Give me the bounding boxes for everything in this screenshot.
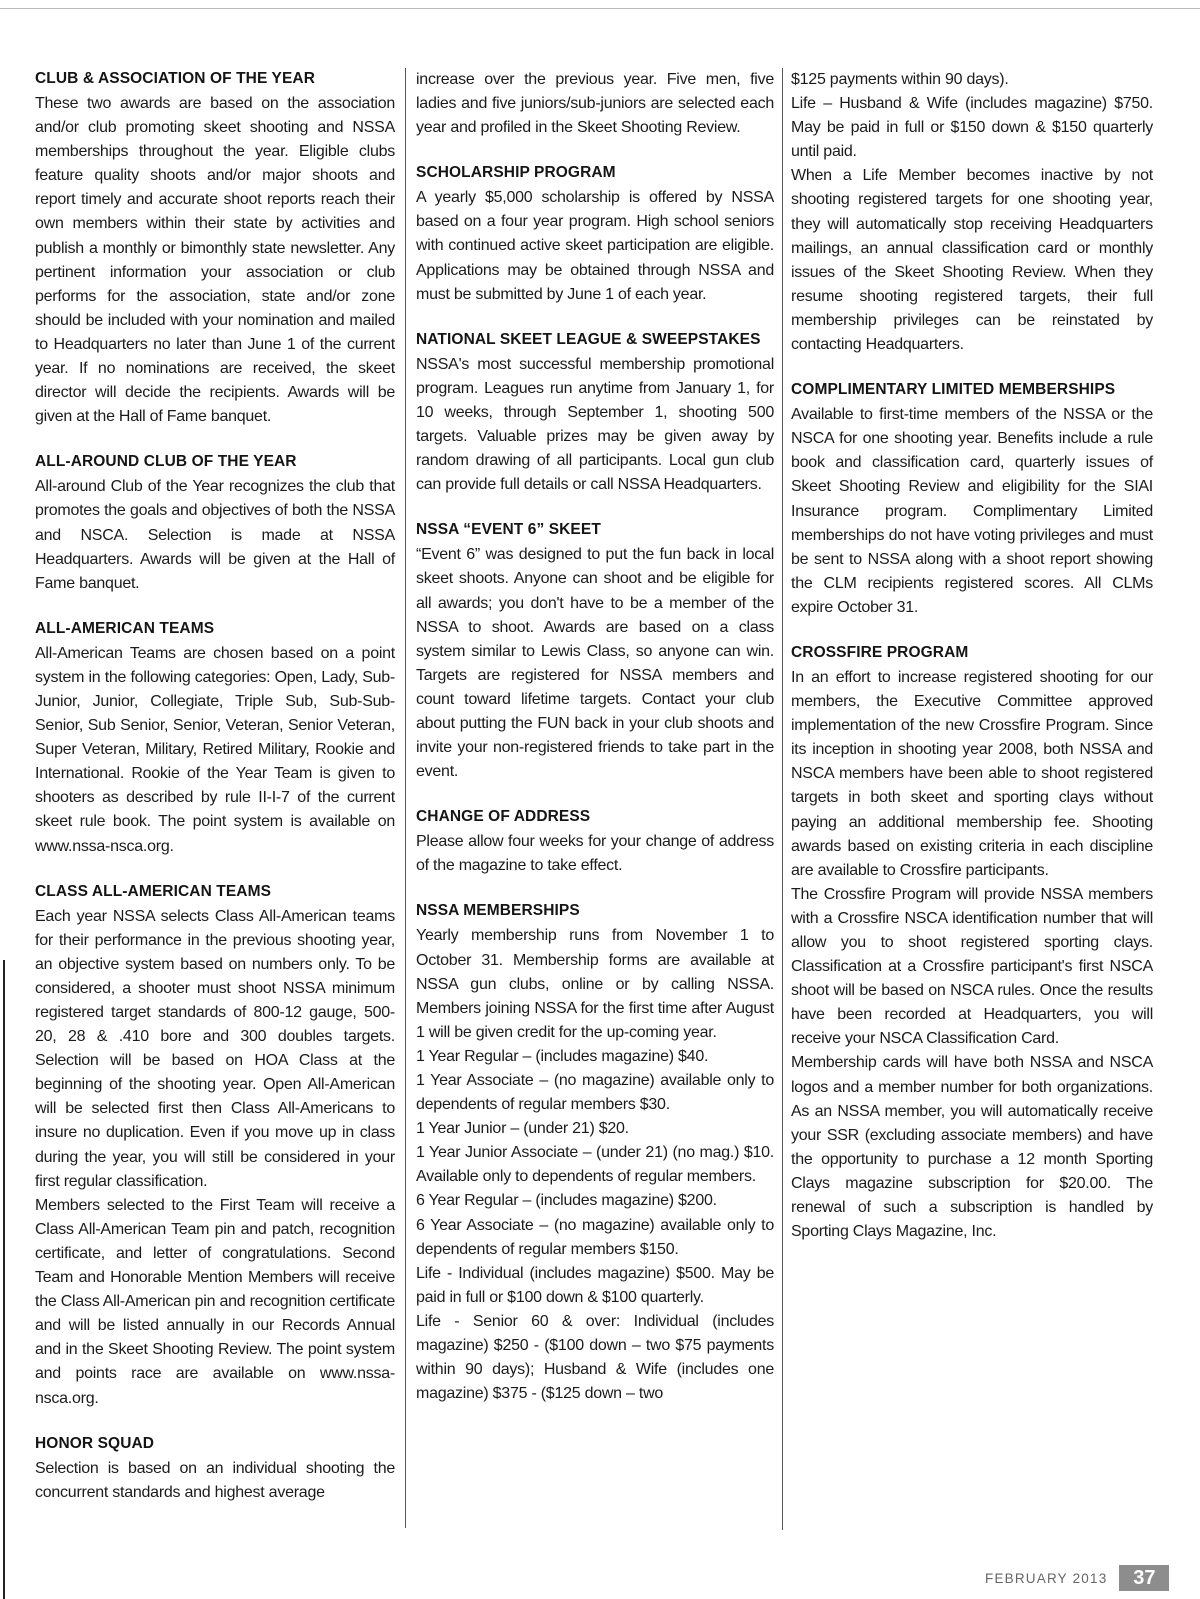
- section-club-association: [35, 68, 395, 429]
- section-all-around-club: [35, 451, 395, 595]
- section-paragraph: Membership cards will have both NSSA and NSCA logos and a member number for both organizations. As an NSSA member, you will automatically receive your SSR (excluding associate members) and have the opportunity to purchase a 12 month Sporting Clays magazine subscription for $20.00. The renewal of such a subscription is handled by Sporting Clays Magazine, Inc.: [791, 1054, 1153, 1241]
- membership-price-item: 1 Year Associate – (no magazine) available only to dependents of regular members $30.: [416, 1072, 774, 1114]
- issue-date: FEBRUARY 2013: [985, 1570, 1108, 1586]
- section-paragraph: When a Life Member becomes inactive by not shooting registered targets for one shooting year, they will automatically stop receiving Headquarters mailings, an annual classification card or monthly issues of the Skeet Shooting Review. When they resume shooting registered targets, their full membership privileges can be reinstated by contacting Headquarters.: [791, 167, 1153, 354]
- section-paragraph: In an effort to increase registered shooting for our members, the Executive Committee approved implementation of the new Crossfire Program. Since its inception in shooting year 2008, both NSSA and NSCA members have been able to shoot registered targets in both skeet and sporting clays without paying an additional membership fee. Shooting awards based on existing criteria in each discipline are available to Crossfire participants.: [791, 668, 1153, 879]
- section-heading: CHANGE OF ADDRESS: [416, 808, 591, 826]
- section-all-american-teams: [35, 618, 395, 859]
- section-heading: HONOR SQUAD: [35, 1434, 155, 1452]
- membership-price-item: Life – Husband & Wife (includes magazine) $750. May be paid in full or $150 down & $150 quarterly until paid.: [791, 95, 1153, 161]
- section-scholarship-program: [416, 162, 774, 306]
- section-paragraph: Members selected to the First Team will receive a Class All-American Team pin and patch, recognition certificate, and letter of congratulations. Second Team and Honorable Mention Members will receive the Class All-American pin and recognition certificate and will be listed annually in our Records Annual and in the Skeet Shooting Review. The point system and points race are available on www.nssa-nsca.org.: [35, 1196, 396, 1407]
- section-nssa-memberships: [416, 900, 774, 1406]
- section-paragraph: Yearly membership runs from November 1 to October 31. Membership forms are available at NSSA gun clubs, online or by calling NSSA. Members joining NSSA for the first time after August 1 will be given credit for the up-coming year.: [416, 927, 774, 1041]
- section-honor-squad: [35, 1433, 395, 1505]
- top-rule: [0, 8, 1200, 9]
- section-heading: NSSA “EVENT 6” SKEET: [416, 521, 601, 539]
- column-2: [416, 68, 774, 1406]
- section-heading: ALL-AROUND CLUB OF THE YEAR: [35, 453, 297, 471]
- section-paragraph: Each year NSSA selects Class All-American teams for their performance in the previous shooting year, an objective system based on numbers only. To be considered, a shooter must shoot NSSA minimum registered target standards of 800-12 gauge, 500-20, 28 & .410 bore and 300 doubles targets. Selection will be based on HOA Class at the beginning of the shooting year. Open All-American will be selected first then Class All-Americans to insure no duplication. Even if you move up in class during the year, you will still be considered in your first regular classification.: [35, 907, 395, 1190]
- membership-price-item: 1 Year Junior – (under 21) $20.: [416, 1120, 629, 1138]
- section-paragraph: NSSA's most successful membership promotional program. Leagues run anytime from January 1, for 10 weeks, through September 1, shooting 500 targets. Valuable prizes may be given away by random drawing of all participants. Local gun club can provide full details or call NSSA Headquarters.: [416, 355, 774, 494]
- section-crossfire-program: [791, 642, 1153, 1244]
- section-paragraph: All-American Teams are chosen based on a point system in the following categories: Open, Lady, Sub-Junior, Junior, Collegiate, Triple Sub, Sub-Sub-Senior, Sub Senior, Senior, Veteran, Senior Veteran, Super Veteran, Military, Retired Military, Rookie and International. Rookie of the Year Team is given to shooters as described by rule II-I-7 of the current skeet rule book. The point system is available on www.nssa-nsca.org.: [35, 644, 395, 855]
- section-paragraph: The Crossfire Program will provide NSSA members with a Crossfire NSCA identification number that will allow you to shoot registered sporting clays. Classification at a Crossfire participant's first NSCA shoot will be based on NSCA rules. Once the results have been recorded at Headquarters, you will receive your NSCA Classification Card.: [791, 885, 1153, 1048]
- column-1: [35, 68, 395, 1505]
- section-paragraph: All-around Club of the Year recognizes the club that promotes the goals and objectives of both the NSSA and NSCA. Selection is made at NSSA Headquarters. Awards will be given at the Hall of Fame banquet.: [35, 478, 395, 592]
- column-divider: [405, 68, 406, 1528]
- membership-price-item: 1 Year Junior Associate – (under 21) (no mag.) $10. Available only to dependents of regular members.: [416, 1144, 774, 1186]
- membership-price-item: 6 Year Associate – (no magazine) available only to dependents of regular members $150.: [416, 1216, 774, 1258]
- membership-price-item: Life - Individual (includes magazine) $500. May be paid in full or $100 down & $100 quarterly.: [416, 1264, 774, 1306]
- section-complimentary-limited: [791, 379, 1153, 620]
- section-national-skeet-league: [416, 329, 774, 498]
- membership-price-item: 6 Year Regular – (includes magazine) $200.: [416, 1192, 717, 1210]
- section-heading: ALL-AMERICAN TEAMS: [35, 619, 215, 637]
- section-paragraph: A yearly $5,000 scholarship is offered by NSSA based on a four year program. High school seniors with continued active skeet participation are eligible. Applications may be obtained through NSSA and must be submitted by June 1 of each year.: [416, 189, 774, 303]
- section-event-6-skeet: [416, 519, 774, 784]
- membership-price-item: $125 payments within 90 days).: [791, 71, 1009, 88]
- section-heading: NATIONAL SKEET LEAGUE & SWEEPSTAKES: [416, 330, 761, 348]
- page-number: 37: [1119, 1565, 1169, 1591]
- section-heading: SCHOLARSHIP PROGRAM: [416, 164, 616, 182]
- membership-price-item: Life - Senior 60 & over: Individual (includes magazine) $250 - ($100 down – two $75 payments within 90 days); Husband & Wife (includes one magazine) $375 - ($125 down – two: [416, 1312, 774, 1403]
- section-paragraph: Selection is based on an individual shooting the concurrent standards and highest average: [35, 1459, 395, 1501]
- section-heading: NSSA MEMBERSHIPS: [416, 902, 580, 920]
- section-change-of-address: [416, 806, 774, 878]
- section-class-all-american: [35, 881, 395, 1411]
- section-heading: CLUB & ASSOCIATION OF THE YEAR: [35, 70, 316, 87]
- page-edge: [3, 960, 5, 1599]
- section-heading: CLASS ALL-AMERICAN TEAMS: [35, 882, 272, 900]
- section-heading: CROSSFIRE PROGRAM: [791, 643, 969, 661]
- page-footer: [985, 1565, 1169, 1591]
- column-3: [791, 68, 1153, 1244]
- section-paragraph: “Event 6” was designed to put the fun back in local skeet shoots. Anyone can shoot and be eligible for all awards; you don't have to be a member of the NSSA to shoot. Awards are based on a class system similar to Lewis Class, so anyone can win. Targets are registered for NSSA members and count toward lifetime targets. Contact your club about putting the FUN back in your club shoots and invite your non-registered friends to take part in the event.: [416, 546, 774, 781]
- section-paragraph: increase over the previous year. Five men, five ladies and five juniors/sub-juniors are selected each year and profiled in the Skeet Shooting Review.: [416, 71, 774, 137]
- section-paragraph: Please allow four weeks for your change of address of the magazine to take effect.: [416, 833, 774, 875]
- section-heading: COMPLIMENTARY LIMITED MEMBERSHIPS: [791, 381, 1116, 399]
- column-divider: [782, 68, 783, 1530]
- section-honor-squad-continued: [416, 68, 774, 140]
- membership-price-item: 1 Year Regular – (includes magazine) $40.: [416, 1047, 709, 1065]
- section-paragraph: These two awards are based on the association and/or club promoting skeet shooting and NSSA memberships throughout the year. Eligible clubs feature quality shoots and/or major shoots and report timely and accurate shoot reports reach their own members within their state by activities and publish a monthly or bimonthly state newsletter. Any pertinent information your association or club performs for the association, state and/or zone should be included with your nomination and mailed to Headquarters no later than June 1 of the current year. If no nominations are received, the skeet director will decide the recipients. Awards will be given at the Hall of Fame banquet.: [35, 95, 395, 426]
- section-memberships-continued: [791, 68, 1153, 357]
- section-paragraph: Available to first-time members of the NSSA or the NSCA for one shooting year. Benefits include a rule book and classification card, quarterly issues of Skeet Shooting Review and eligibility for the SIAI Insurance program. Complimentary Limited memberships do not have voting privileges and must be sent to NSSA along with a shoot report showing the CLM recipients registered scores. All CLMs expire October 31.: [791, 406, 1153, 616]
